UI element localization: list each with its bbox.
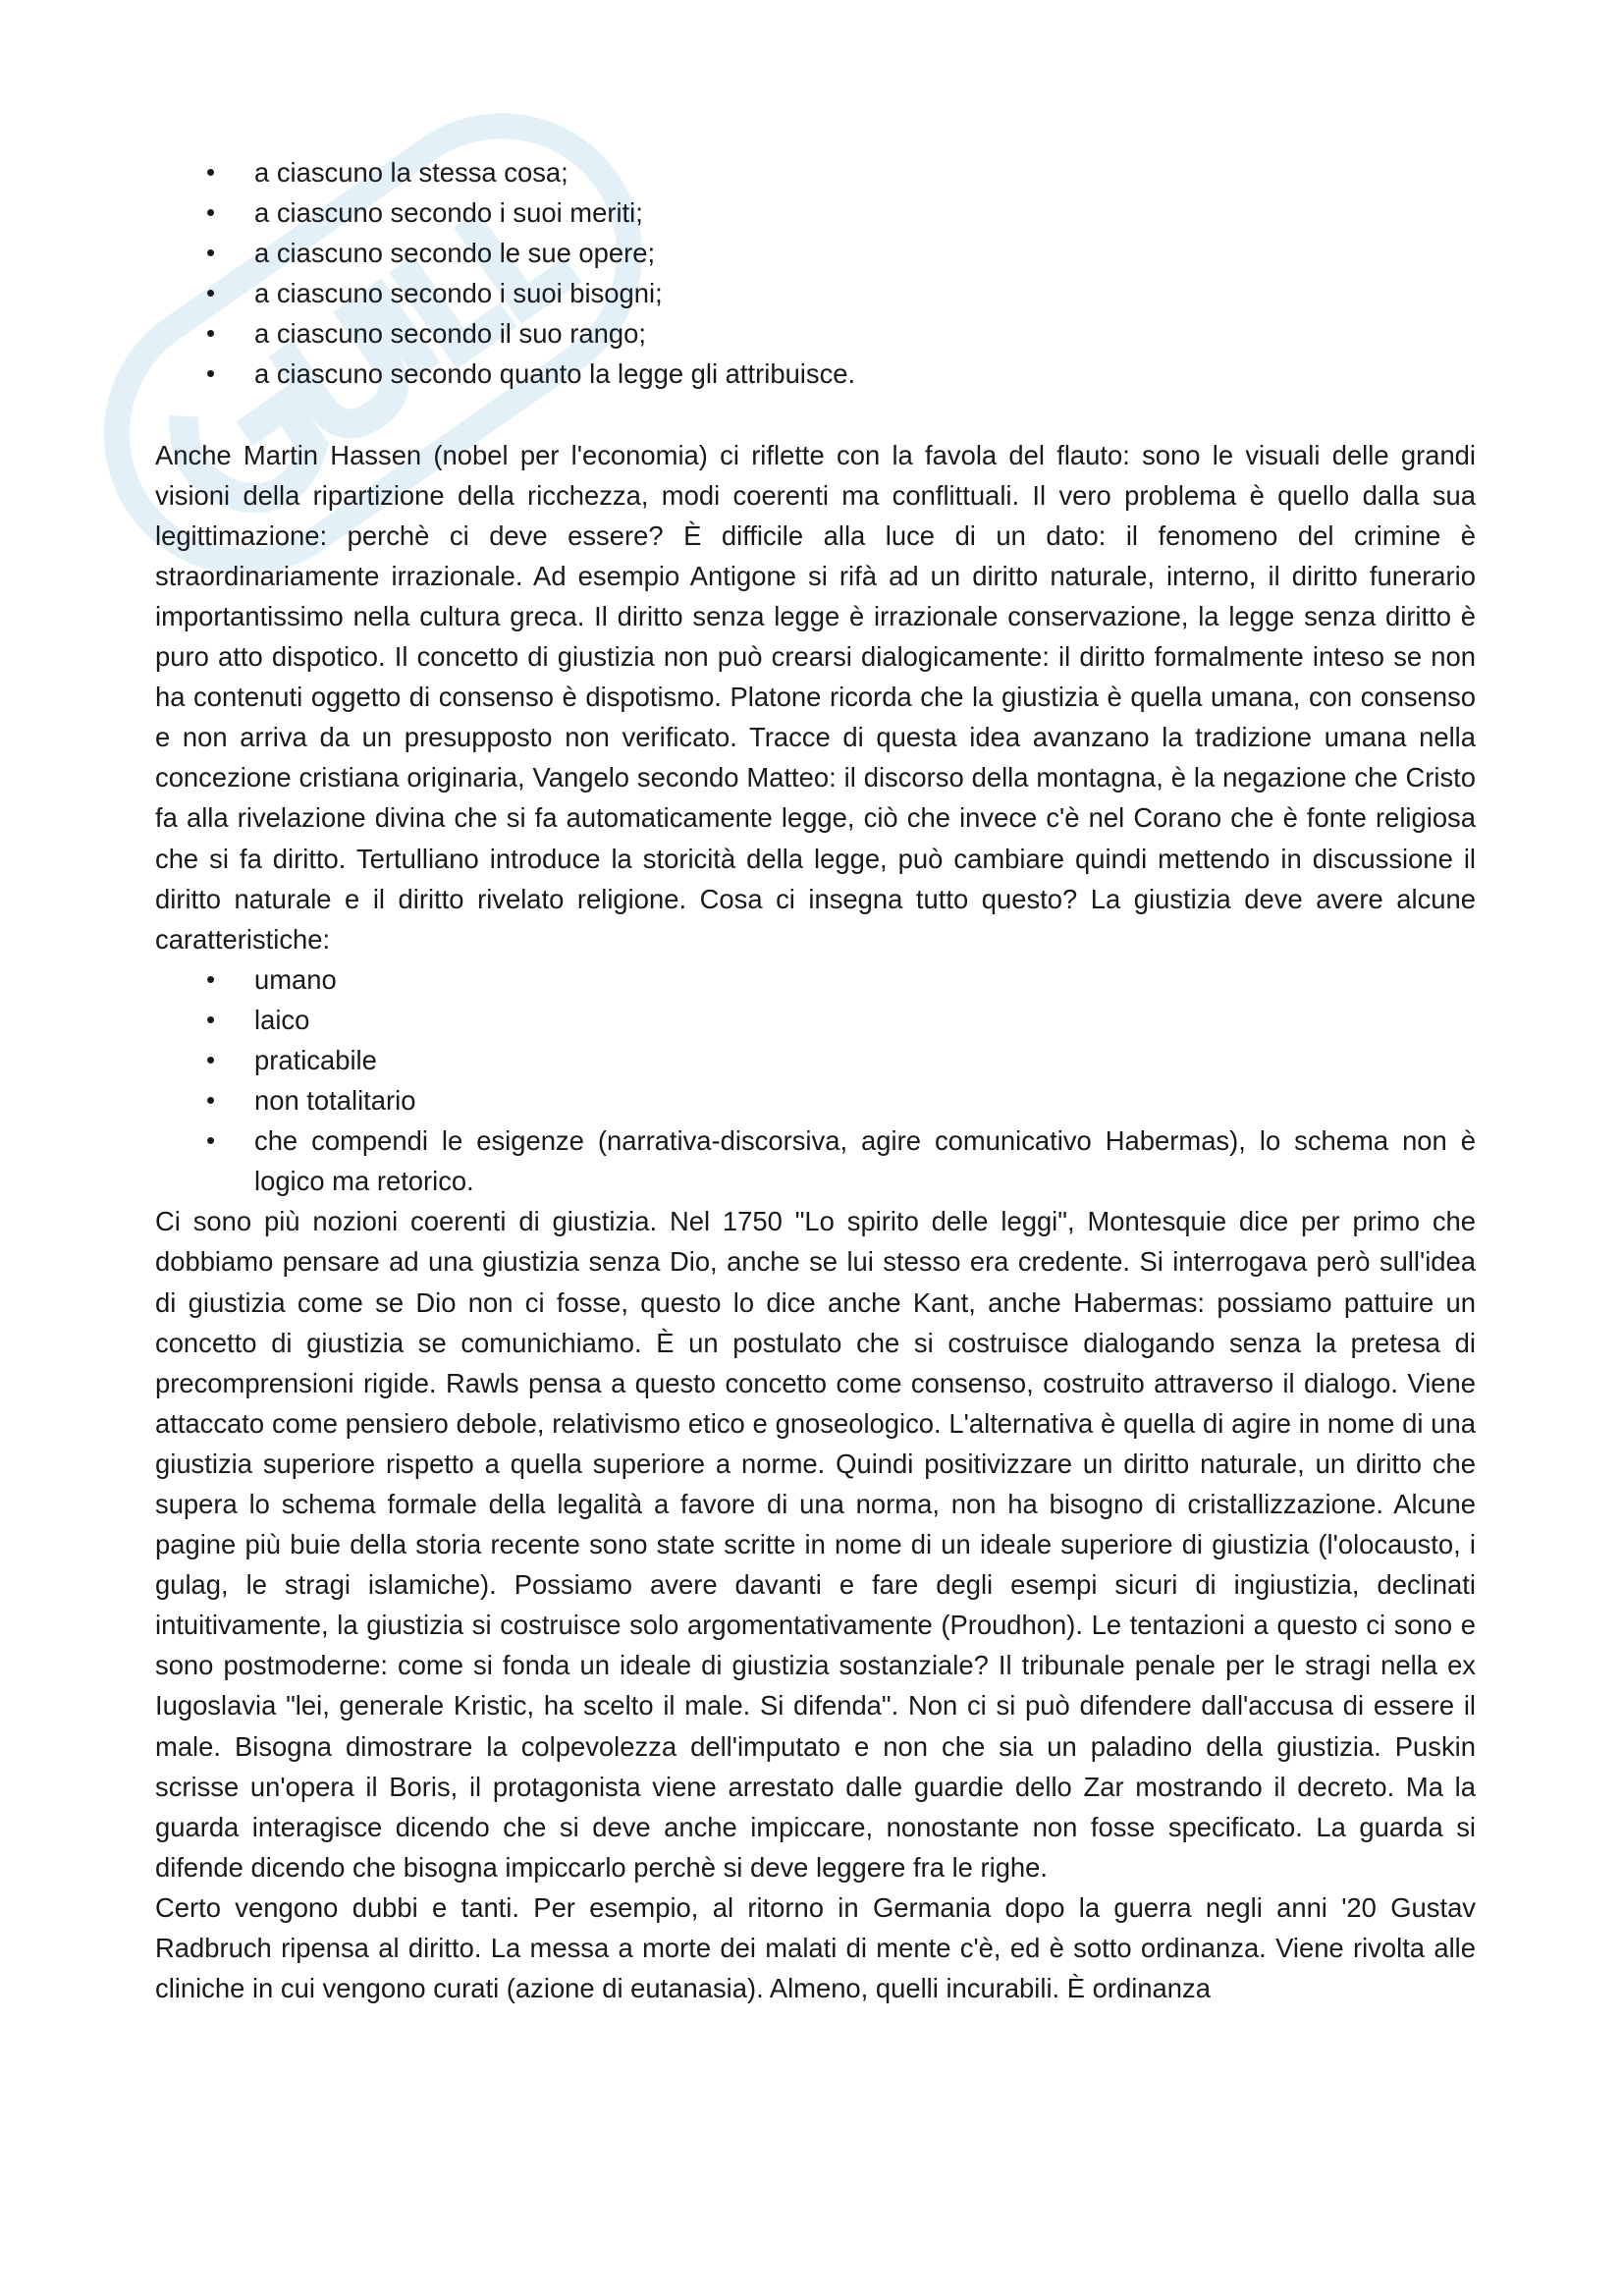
list-item: • a ciascuno secondo i suoi bisogni; [155, 273, 1476, 313]
document-page [155, 152, 1476, 2008]
list-item: • a ciascuno secondo il suo rango; [155, 313, 1476, 354]
list-item: • praticabile [155, 1040, 1476, 1080]
list-item: • a ciascuno la stessa cosa; [155, 152, 1476, 192]
list-item: • non totalitario [155, 1080, 1476, 1121]
list-item: • umano [155, 959, 1476, 1000]
list-item: • a ciascuno secondo le sue opere; [155, 233, 1476, 273]
list-item: • a ciascuno secondo i suoi meriti; [155, 192, 1476, 233]
list-item: • che compendi le esigenze (narrativa-discorsiva, agire comunicativo Habermas), lo schema non è logico ma retorico. [155, 1121, 1476, 1201]
paragraph-2: Ci sono più nozioni coerenti di giustizia. Nel 1750 "Lo spirito delle leggi", Montesquie dice per primo che dobbiamo pensare ad una giustizia senza Dio, anche se lui stesso era credente. Si interrogava però sull'idea di giustizia come se Dio non ci fosse, questo lo dice anche Kant, anche Habermas: possiamo pattuire un concetto di giustizia se comunichiamo. È un postulato che si costruisce dialogando senza la pretesa di precomprensioni rigide. Rawls pensa a questo concetto come consenso, costruito attraverso il dialogo. Viene attaccato come pensiero debole, relativismo etico e gnoseologico. L'alternativa è quella di agire in nome di una giustizia superiore rispetto a quella superiore a norme. Quindi positivizzare un diritto naturale, un diritto che supera lo schema formale della legalità a favore di una norma, non ha bisogno di cristallizzazione. Alcune pagine più buie della storia recente sono state scritte in nome di un ideale superiore di giustizia (l'olocausto, i gulag, le stragi islamiche). Possiamo avere davanti e fare degli esempi sicuri di ingiustizia, declinati intuitivamente, la giustizia si costruisce solo argomentativamente (Proudhon). Le tentazioni a questo ci sono e sono postmoderne: come si fonda un ideale di giustizia sostanziale? Il tribunale penale per le stragi nella ex Iugoslavia "lei, generale Kristic, ha scelto il male. Si difenda". Non ci si può difendere dall'accusa di essere il male. Bisogna dimostrare la colpevolezza dell'imputato e non che sia un paladino della giustizia. Puskin scrisse un'opera il Boris, il protagonista viene arrestato dalle guardie dello Zar mostrando il decreto. Ma la guarda interagisce dicendo che si deve anche impiccare, nonostante non fosse specificato. La guarda si difende dicendo che bisogna impiccarlo perchè si deve leggere fra le righe. [155, 1206, 1476, 1883]
spacer [155, 395, 1476, 435]
characteristics-list [155, 959, 1476, 1202]
list-item: • laico [155, 1000, 1476, 1040]
list-item: • a ciascuno secondo quanto la legge gli attribuisce. [155, 354, 1476, 394]
paragraph-3: Certo vengono dubbi e tanti. Per esempio, al ritorno in Germania dopo la guerra negli anni '20 Gustav Radbruch ripensa al diritto. La messa a morte dei malati di mente c'è, ed è sotto ordinanza. Viene rivolta alle cliniche in cui vengono curati (azione di eutanasia). Almeno, quelli incurabili. È ordinanza [155, 1891, 1476, 2004]
criteria-list [155, 152, 1476, 395]
paragraph-1: Anche Martin Hassen (nobel per l'economia) ci riflette con la favola del flauto: sono le visuali delle grandi visioni della ripartizione della ricchezza, modi coerenti ma conflittuali. Il vero problema è quello dalla sua legittimazione: perchè ci deve essere? È difficile alla luce di un dato: il fenomeno del crimine è straordinariamente irrazionale. Ad esempio Antigone si rifà ad un diritto naturale, interno, il diritto funerario importantissimo nella cultura greca. Il diritto senza legge è irrazionale conservazione, la legge senza diritto è puro atto dispotico. Il concetto di giustizia non può crearsi dialogicamente: il diritto formalmente inteso se non ha contenuti oggetto di consenso è dispotismo. Platone ricorda che la giustizia è quella umana, con consenso e non arriva da un presupposto non verificato. Tracce di questa idea avanzano la tradizione umana nella concezione cristiana originaria, Vangelo secondo Matteo: il discorso della montagna, è la negazione che Cristo fa alla rivelazione divina che si fa automaticamente legge, ciò che invece c'è nel Corano che è fonte religiosa che si fa diritto. Tertulliano introduce la storicità della legge, può cambiare quindi mettendo in discussione il diritto naturale e il diritto rivelato religione. Cosa ci insegna tutto questo? La giustizia deve avere alcune caratteristiche: [155, 439, 1476, 955]
